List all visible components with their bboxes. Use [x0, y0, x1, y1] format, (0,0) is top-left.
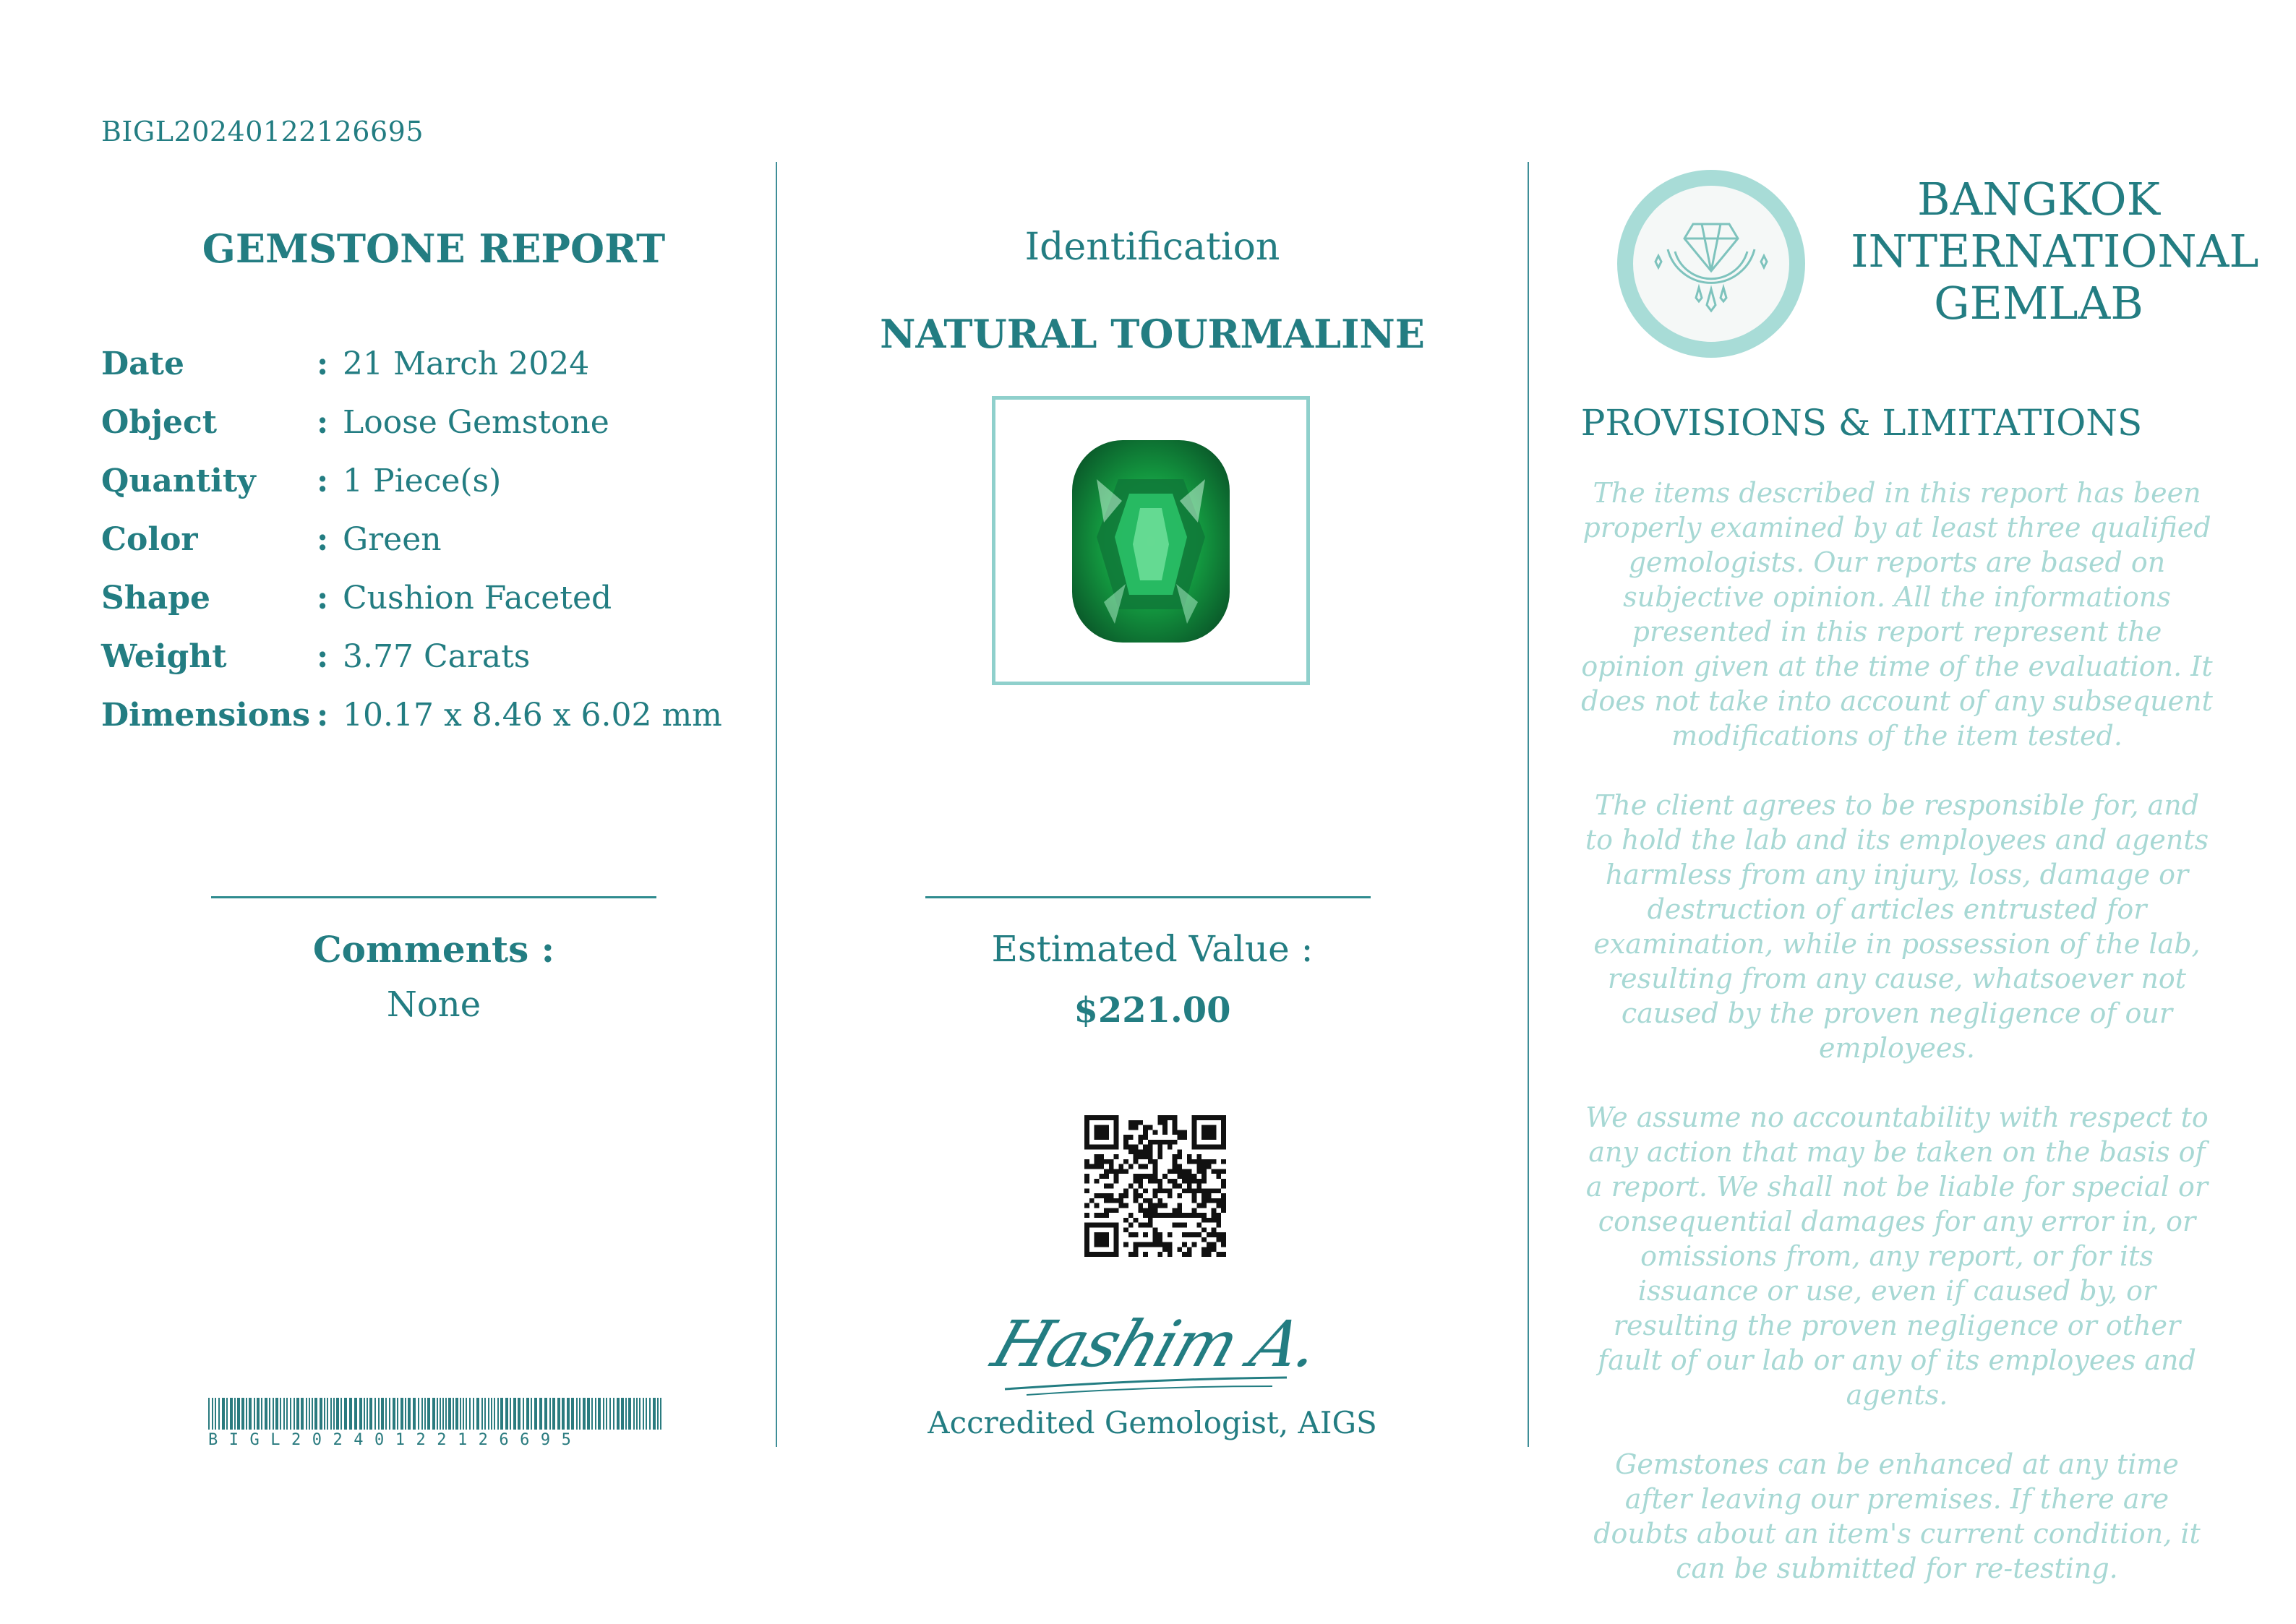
signature-text: Hashim A.	[983, 1307, 1329, 1382]
provisions-paragraph: Gemstones can be enhanced at any time after leaving our premises. If there are doubts about an item's current condition, it can be submitted for re-testing.	[1593, 1448, 2201, 1584]
estimated-value: $221.00	[1074, 990, 1231, 1031]
value-rule	[925, 896, 1371, 898]
identification-label: Identification	[1024, 225, 1280, 269]
field-label: Color	[101, 521, 198, 558]
report-title: GEMSTONE REPORT	[202, 225, 666, 272]
field-label: Quantity	[101, 463, 256, 499]
field-label: Shape	[101, 580, 211, 616]
field-label: Dimensions	[101, 697, 311, 734]
field-label: Date	[101, 345, 184, 382]
lab-name	[1851, 173, 2259, 330]
field-colon: :	[317, 638, 329, 675]
lab-seal-icon	[1614, 166, 1809, 361]
field-label: Object	[101, 404, 218, 441]
field-value: Loose Gemstone	[343, 404, 609, 441]
provisions-title: PROVISIONS & LIMITATIONS	[1580, 402, 2143, 444]
field-value: Cushion Faceted	[343, 580, 612, 616]
comments-value: None	[386, 984, 481, 1025]
gem-photo-frame	[992, 396, 1310, 685]
provisions-paragraph: We assume no accountability with respect to any action that may be taken on the basis of a report. We shall not be liable for special or consequential damages for any error in, or omissions from, any report, or for its issuance or use, even if caused by, or resulting the proven negligence or other fault of our lab or any of its employees and agents.	[1585, 1101, 2209, 1411]
field-value: 21 March 2024	[343, 345, 590, 382]
comments-rule	[211, 896, 656, 898]
lab-name-line1: BANGKOK	[1917, 173, 2160, 225]
identification-value: NATURAL TOURMALINE	[880, 311, 1425, 357]
provisions-text	[1579, 476, 2215, 1620]
field-colon: :	[317, 463, 329, 499]
field-value: 10.17 x 8.46 x 6.02 mm	[343, 697, 722, 734]
field-colon: :	[317, 345, 329, 382]
field-colon: :	[317, 580, 329, 616]
provisions-paragraph: The client agrees to be responsible for, and to hold the lab and its employees and agents harmless from any injury, loss, damage or destruction of articles entrusted for examination, while in possession of the lab, resulting from any cause, whatsoever not caused by the proven negligence of our employees.	[1585, 789, 2209, 1064]
signer-title: Accredited Gemologist, AIGS	[928, 1405, 1377, 1440]
field-colon: :	[317, 697, 329, 734]
lab-name-line3: GEMLAB	[1934, 277, 2143, 330]
comments-label: Comments :	[312, 928, 555, 971]
lab-name-line2: INTERNATIONAL	[1851, 225, 2259, 278]
barcode-text: BIGL20240122126695	[208, 1431, 583, 1449]
field-value: Green	[343, 521, 442, 558]
signature	[983, 1294, 1329, 1402]
field-value: 1 Piece(s)	[343, 463, 502, 499]
estimated-value-label: Estimated Value :	[991, 928, 1314, 970]
field-value: 3.77 Carats	[343, 638, 531, 675]
provisions-paragraph: The items described in this report has been properly examined by at least three qualified gemologists. Our reports are based on subjective opinion. All the informations presented in this report represent the opinion given at the time of the evaluation. It does not take into account of any subsequent modifications of the item tested.	[1581, 477, 2213, 752]
field-colon: :	[317, 521, 329, 558]
qr-code[interactable]	[1084, 1115, 1226, 1257]
field-colon: :	[317, 404, 329, 441]
gem-photo	[995, 400, 1306, 682]
field-label: Weight	[101, 638, 227, 675]
barcode	[208, 1398, 661, 1430]
report-number: BIGL20240122126695	[101, 116, 424, 147]
